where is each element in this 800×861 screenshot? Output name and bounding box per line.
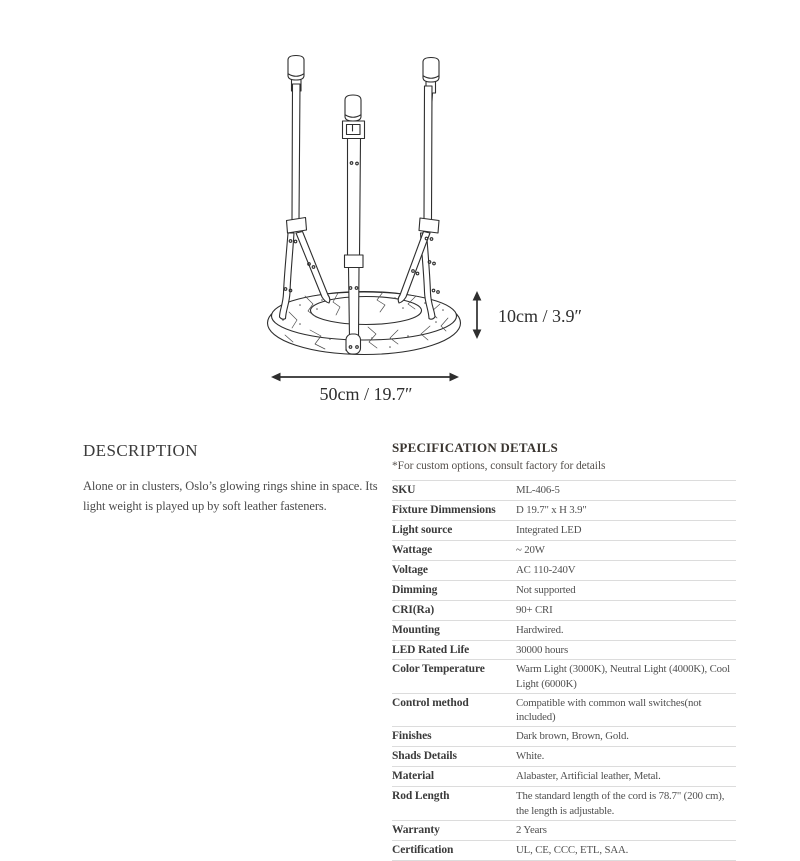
height-dimension [473,291,582,339]
height-dimension-label: 10cm / 3.9″ [498,306,582,326]
spec-row [392,580,736,600]
spec-row [392,840,736,860]
arrow-right-icon [450,373,460,382]
arrow-down-icon [473,330,482,340]
ceiling-canopy-right [423,58,439,83]
spec-row-value: Hardwired. [516,623,564,636]
width-dimension [271,373,459,404]
spec-row [392,480,736,500]
spec-row [392,620,736,640]
spec-row-value: Alabaster, Artificial leather, Metal. [516,770,661,783]
spec-row [392,659,736,693]
spec-row-label: Color Temperature [392,663,485,676]
spec-row-label: SKU [392,484,416,496]
arrow-up-icon [473,291,482,301]
spec-row-label: Voltage [392,563,428,576]
spec-row-label: CRI(Ra) [392,603,435,616]
spec-row-value: White. [516,750,545,763]
spec-row-value: ~ 20W [516,543,545,556]
spec-row-label: Mounting [392,623,440,636]
specification-note: *For custom options, consult factory for details [392,460,606,472]
spec-row [392,766,736,786]
spec-row [392,786,736,820]
spec-row-label: Finishes [392,730,432,743]
spec-row-label: LED Rated Life [392,643,470,656]
spec-row [392,600,736,620]
description-section [83,441,393,516]
specification-title: SPECIFICATION DETAILS [392,440,558,455]
spec-table [392,480,736,861]
spec-row-value: Not supported [516,583,576,596]
spec-row-label: Wattage [392,543,433,556]
spec-row [392,500,736,520]
spec-row [392,726,736,746]
spec-row-label: Control method [392,696,469,709]
spec-row-value: AC 110-240V [516,563,576,576]
spec-row [392,520,736,540]
spec-row-value: Compatible with common wall switches(not included) [516,696,702,724]
leather-strap-left [280,80,330,319]
description-title: DESCRIPTION [83,441,198,460]
spec-row [392,693,736,727]
description-text: Alone or in clusters, Oslo’s glowing rings shine in space. Its light weight is played up by soft leather fasteners. [83,479,378,513]
spec-row-value: 90+ CRI [516,603,553,616]
spec-row-value: Dark brown, Brown, Gold. [516,730,629,743]
spec-row [392,820,736,840]
spec-row [392,746,736,766]
spec-row-label: Light source [392,523,453,536]
leather-strap-right [398,82,439,319]
spec-row [392,560,736,580]
spec-row [392,540,736,560]
spec-row-value: UL, CE, CCC, ETL, SAA. [516,843,629,856]
spec-row-label: Rod Length [392,790,450,803]
spec-row-value: Integrated LED [516,523,582,536]
spec-row-label: Warranty [392,823,440,836]
spec-row-value: D 19.7" x H 3.9" [516,503,587,516]
spec-row-value: The standard length of the cord is 78.7" (200 cm), the length is adjustable. [516,790,725,817]
spec-row-value: 2 Years [516,823,547,836]
spec-row-label: Shads Details [392,750,457,763]
spec-row [392,640,736,660]
spec-row-value: 30000 hours [516,643,569,656]
spec-row-label: Certification [392,843,454,856]
fixture-technical-drawing [0,0,800,430]
spec-row-value: ML-406-5 [516,484,560,496]
ceiling-canopy-center [345,95,361,121]
spec-row-label: Material [392,770,434,783]
spec-row-label: Dimming [392,583,438,596]
spec-row-label: Fixture Dimmensions [392,503,496,516]
width-dimension-label: 50cm / 19.7″ [319,384,413,404]
spec-row-value: Warm Light (3000K), Neutral Light (4000K), Cool Light (6000K) [516,663,730,690]
arrow-left-icon [271,373,281,382]
ceiling-canopy-left [288,56,304,81]
specification-section [392,440,736,861]
